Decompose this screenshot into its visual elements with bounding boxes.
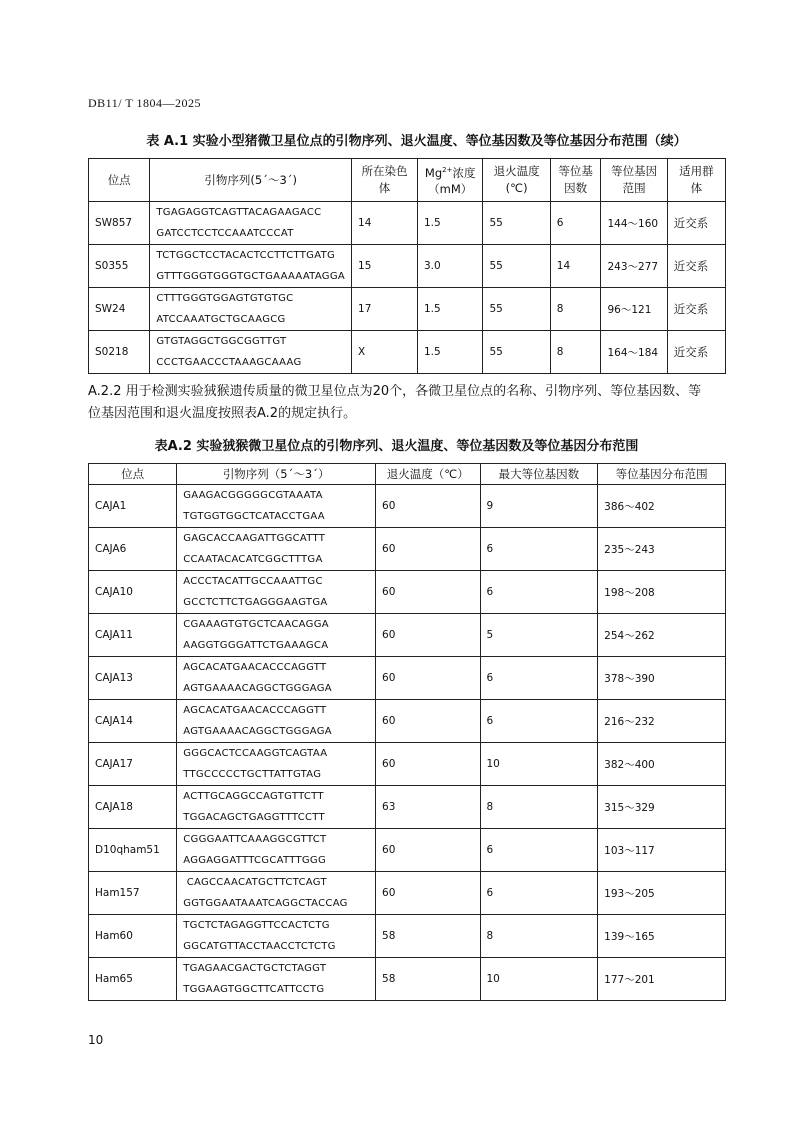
header-locus: 位点 bbox=[89, 464, 177, 485]
table-row bbox=[89, 571, 726, 614]
header-mg-concentration: $Mg^{2+}$浓度 （mM） bbox=[417, 159, 483, 202]
cell-primer: TCTGGCTCCTACACTCCTTCTTGATG GTTTGGGTGGGTGCTGAAAAATAGGA bbox=[150, 245, 352, 288]
cell-locus: Ham60 bbox=[89, 915, 177, 958]
header-population: 适用群体 bbox=[667, 159, 725, 202]
cell-locus: CAJA10 bbox=[89, 571, 177, 614]
table-a1-header-row bbox=[89, 159, 726, 202]
cell-alleles: 9 bbox=[480, 485, 598, 528]
cell-alleles: 8 bbox=[480, 786, 598, 829]
header-chromosome: 所在染色 体 bbox=[352, 159, 418, 202]
cell-locus: S0218 bbox=[89, 331, 150, 374]
header-annealing-temp: 退火温度 (℃) bbox=[483, 159, 550, 202]
cell-primer: ACCCTACATTGCCAAATTGC GCCTCTTCTGAGGGAAGTGA bbox=[177, 571, 376, 614]
cell-alleles: 6 bbox=[480, 872, 598, 915]
cell-alleles: 14 bbox=[550, 245, 601, 288]
header-allele-range: 等位基因分布范围 bbox=[598, 464, 726, 485]
cell-locus: SW24 bbox=[89, 288, 150, 331]
cell-alleles: 6 bbox=[480, 700, 598, 743]
table-row bbox=[89, 331, 726, 374]
cell-anneal: 60 bbox=[376, 829, 480, 872]
table-row bbox=[89, 614, 726, 657]
cell-range: 254～262 bbox=[598, 614, 726, 657]
table-row bbox=[89, 829, 726, 872]
cell-anneal: 60 bbox=[376, 657, 480, 700]
cell-alleles: 6 bbox=[550, 202, 601, 245]
cell-alleles: 10 bbox=[480, 958, 598, 1001]
header-max-alleles: 最大等位基因数 bbox=[480, 464, 598, 485]
cell-range: 177～201 bbox=[598, 958, 726, 1001]
cell-range: 139～165 bbox=[598, 915, 726, 958]
cell-range: 378～390 bbox=[598, 657, 726, 700]
table-row bbox=[89, 202, 726, 245]
cell-range: 216～232 bbox=[598, 700, 726, 743]
cell-locus: CAJA14 bbox=[89, 700, 177, 743]
cell-primer: CGAAAGTGTGCTCAACAGGA AAGGTGGGATTCTGAAAGCA bbox=[177, 614, 376, 657]
cell-range: 144～160 bbox=[601, 202, 667, 245]
header-allele-range: 等位基因 范围 bbox=[601, 159, 667, 202]
cell-locus: S0355 bbox=[89, 245, 150, 288]
cell-anneal: 58 bbox=[376, 958, 480, 1001]
cell-chromosome: 17 bbox=[352, 288, 418, 331]
cell-primer: CTTTGGGTGGAGTGTGTGC ATCCAAATGCTGCAAGCG bbox=[150, 288, 352, 331]
cell-locus: D10qham51 bbox=[89, 829, 177, 872]
cell-population: 近交系 bbox=[667, 288, 725, 331]
cell-locus: CAJA11 bbox=[89, 614, 177, 657]
cell-alleles: 6 bbox=[480, 657, 598, 700]
cell-alleles: 8 bbox=[550, 331, 601, 374]
table-row bbox=[89, 743, 726, 786]
table-row bbox=[89, 528, 726, 571]
cell-locus: CAJA17 bbox=[89, 743, 177, 786]
cell-range: 198～208 bbox=[598, 571, 726, 614]
table-a1 bbox=[88, 158, 726, 374]
cell-locus: Ham65 bbox=[89, 958, 177, 1001]
cell-range: 315～329 bbox=[598, 786, 726, 829]
cell-range: 103～117 bbox=[598, 829, 726, 872]
table-row bbox=[89, 700, 726, 743]
cell-alleles: 6 bbox=[480, 829, 598, 872]
cell-range: 382～400 bbox=[598, 743, 726, 786]
header-annealing-temp: 退火温度（℃） bbox=[376, 464, 480, 485]
table-row bbox=[89, 958, 726, 1001]
table-a2 bbox=[88, 463, 726, 1001]
cell-population: 近交系 bbox=[667, 245, 725, 288]
table-row bbox=[89, 485, 726, 528]
cell-mg: 1.5 bbox=[417, 331, 483, 374]
cell-anneal: 58 bbox=[376, 915, 480, 958]
table-a2-header-row bbox=[89, 464, 726, 485]
cell-population: 近交系 bbox=[667, 331, 725, 374]
cell-alleles: 6 bbox=[480, 528, 598, 571]
table-row bbox=[89, 915, 726, 958]
cell-range: 243～277 bbox=[601, 245, 667, 288]
cell-mg: 1.5 bbox=[417, 202, 483, 245]
table-a1-caption: 表 A.1 实验小型猪微卫星位点的引物序列、退火温度、等位基因数及等位基因分布范围（续） bbox=[146, 134, 687, 149]
cell-anneal: 55 bbox=[483, 288, 550, 331]
cell-chromosome: 15 bbox=[352, 245, 418, 288]
page-number: 10 bbox=[88, 1033, 104, 1047]
cell-primer: GAAGACGGGGGCGTAAATA TGTGGTGGCTCATACCTGAA bbox=[177, 485, 376, 528]
cell-anneal: 60 bbox=[376, 571, 480, 614]
table-row bbox=[89, 786, 726, 829]
cell-anneal: 60 bbox=[376, 528, 480, 571]
cell-range: 386～402 bbox=[598, 485, 726, 528]
cell-anneal: 60 bbox=[376, 700, 480, 743]
cell-primer: GTGTAGGCTGGCGGTTGT CCCTGAACCCTAAAGCAAAG bbox=[150, 331, 352, 374]
cell-primer: TGCTCTAGAGGTTCCACTCTG GGCATGTTACCTAACCTCTCTG bbox=[177, 915, 376, 958]
cell-anneal: 60 bbox=[376, 743, 480, 786]
cell-mg: 1.5 bbox=[417, 288, 483, 331]
cell-anneal: 55 bbox=[483, 245, 550, 288]
cell-primer: ACTTGCAGGCCAGTGTTCTT TGGACAGCTGAGGTTTCCTT bbox=[177, 786, 376, 829]
cell-anneal: 60 bbox=[376, 614, 480, 657]
cell-range: 193～205 bbox=[598, 872, 726, 915]
cell-primer: CAGCCAACATGCTTCTCAGT GGTGGAATAAATCAGGCTACCAG bbox=[177, 872, 376, 915]
cell-locus: CAJA6 bbox=[89, 528, 177, 571]
cell-chromosome: 14 bbox=[352, 202, 418, 245]
cell-alleles: 6 bbox=[480, 571, 598, 614]
cell-locus: SW857 bbox=[89, 202, 150, 245]
table-a2-caption: 表A.2 实验狨猴微卫星位点的引物序列、退火温度、等位基因数及等位基因分布范围 bbox=[154, 439, 639, 454]
table-row bbox=[89, 872, 726, 915]
cell-primer: AGCACATGAACACCCAGGTT AGTGAAAACAGGCTGGGAGA bbox=[177, 657, 376, 700]
cell-anneal: 60 bbox=[376, 485, 480, 528]
cell-alleles: 10 bbox=[480, 743, 598, 786]
header-allele-count: 等位基 因数 bbox=[550, 159, 601, 202]
table-row bbox=[89, 245, 726, 288]
cell-primer: TGAGAGGTCAGTTACAGAAGACC GATCCTCCTCCAAATCCCAT bbox=[150, 202, 352, 245]
cell-primer: AGCACATGAACACCCAGGTT AGTGAAAACAGGCTGGGAGA bbox=[177, 700, 376, 743]
standard-code: DB11/ T 1804—2025 bbox=[88, 96, 201, 110]
cell-anneal: 60 bbox=[376, 872, 480, 915]
cell-range: 235～243 bbox=[598, 528, 726, 571]
header-locus: 位点 bbox=[89, 159, 150, 202]
cell-alleles: 8 bbox=[480, 915, 598, 958]
cell-primer: CGGGAATTCAAAGGCGTTCT AGGAGGATTTCGCATTTGGG bbox=[177, 829, 376, 872]
table-row bbox=[89, 657, 726, 700]
cell-population: 近交系 bbox=[667, 202, 725, 245]
cell-anneal: 55 bbox=[483, 331, 550, 374]
header-primer: 引物序列(5´～3´) bbox=[150, 159, 352, 202]
cell-locus: Ham157 bbox=[89, 872, 177, 915]
cell-chromosome: X bbox=[352, 331, 418, 374]
cell-primer: GAGCACCAAGATTGGCATTT CCAATACACATCGGCTTTGA bbox=[177, 528, 376, 571]
cell-alleles: 5 bbox=[480, 614, 598, 657]
cell-primer: GGGCACTCCAAGGTCAGTAA TTGCCCCCTGCTTATTGTAG bbox=[177, 743, 376, 786]
cell-alleles: 8 bbox=[550, 288, 601, 331]
cell-range: 96～121 bbox=[601, 288, 667, 331]
cell-locus: CAJA1 bbox=[89, 485, 177, 528]
header-primer: 引物序列（5´～3´） bbox=[177, 464, 376, 485]
cell-anneal: 55 bbox=[483, 202, 550, 245]
cell-anneal: 63 bbox=[376, 786, 480, 829]
cell-locus: CAJA18 bbox=[89, 786, 177, 829]
cell-mg: 3.0 bbox=[417, 245, 483, 288]
table-row bbox=[89, 288, 726, 331]
cell-locus: CAJA13 bbox=[89, 657, 177, 700]
section-a-2-2-paragraph: A.2.2 用于检测实验狨猴遗传质量的微卫星位点为20个，各微卫星位点的名称、引物序列、等位基因数、等位基因范围和退火温度按照表A.2的规定执行。 bbox=[88, 384, 702, 421]
cell-primer: TGAGAACGACTGCTCTAGGT TGGAAGTGGCTTCATTCCTG bbox=[177, 958, 376, 1001]
cell-range: 164～184 bbox=[601, 331, 667, 374]
